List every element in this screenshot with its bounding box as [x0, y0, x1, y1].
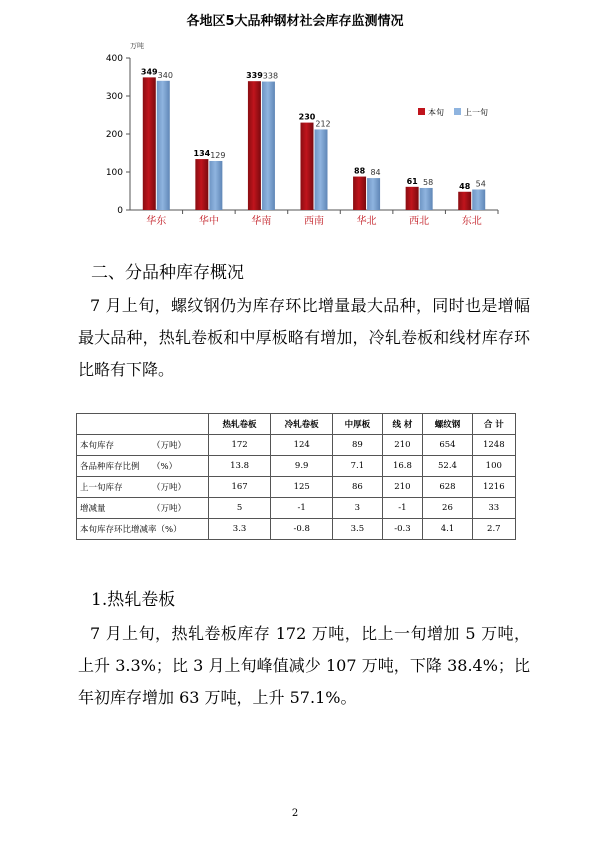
inventory-table [76, 413, 516, 540]
table-row [77, 498, 516, 519]
row-label-unit: （万吨） [152, 441, 187, 451]
table-cell: 16.8 [382, 456, 423, 477]
x-tick-label: 华中 [198, 216, 219, 227]
y-unit-label: 万吨 [130, 42, 144, 50]
bar-previous [472, 189, 485, 210]
data-label-current: 230 [298, 112, 316, 122]
bar-current [195, 159, 208, 210]
data-label-current: 339 [246, 71, 263, 81]
row-label-name: 本旬库存 [80, 441, 115, 451]
table-row [77, 456, 516, 477]
bar-chart [100, 28, 520, 243]
data-label-previous: 129 [210, 150, 226, 160]
data-label-current: 134 [193, 149, 211, 159]
table-cell: 172 [209, 435, 271, 456]
table-cell: 125 [271, 477, 333, 498]
table-cell: -1 [382, 498, 423, 519]
legend-label-current: 本旬 [428, 108, 444, 117]
data-label-previous: 58 [423, 177, 434, 187]
table-cell: -0.8 [271, 519, 333, 540]
table-cell: 628 [423, 477, 472, 498]
bar-current [143, 77, 156, 210]
table-cell: 100 [472, 456, 515, 477]
paragraph-inventory-overview: 7 月上旬，螺纹钢仍为库存环比增量最大品种，同时也是增幅最大品种，热轧卷板和中厚板略有增加，冷轧卷板和线材库存环比略有下降。 [78, 296, 530, 379]
data-label-previous: 340 [157, 70, 173, 80]
table-cell: -0.3 [382, 519, 423, 540]
chart-title: 各地区5大品种钢材社会库存监测情况 [186, 14, 404, 29]
table-header-cell: 螺纹钢 [423, 414, 472, 435]
table-cell: 210 [382, 477, 423, 498]
bar-current [301, 123, 314, 210]
bar-previous [157, 81, 170, 210]
y-tick-label: 100 [105, 168, 123, 178]
table-cell: 33 [472, 498, 515, 519]
data-label-current: 61 [406, 176, 418, 186]
data-label-current: 48 [459, 181, 471, 191]
bar-previous [315, 129, 328, 210]
x-tick-label: 华南 [251, 216, 272, 227]
paragraph-hot-rolled-coil: 7 月上旬，热轧卷板库存 172 万吨，比上一旬增加 5 万吨，上升 3.3%；比 3 月上旬峰值减少 107 万吨，下降 38.4%；比年初库存增加 63 万吨，上升 57.1%。 [78, 624, 530, 707]
y-tick-label: 0 [117, 206, 123, 216]
data-label-previous: 54 [475, 179, 486, 189]
table-cell: 3.3 [209, 519, 271, 540]
data-label-current: 88 [354, 166, 366, 176]
y-tick-label: 300 [105, 92, 123, 102]
x-tick-label: 西北 [409, 216, 430, 227]
bar-previous [262, 82, 275, 210]
row-label [77, 456, 209, 477]
bar-current [248, 81, 261, 210]
table-cell: 5 [209, 498, 271, 519]
table-cell: 3.5 [333, 519, 382, 540]
table-cell: 654 [423, 435, 472, 456]
table-cell: 210 [382, 435, 423, 456]
table-row [77, 435, 516, 456]
y-tick-label: 400 [105, 54, 123, 64]
x-tick-label: 华东 [146, 216, 167, 227]
legend-label-previous: 上一旬 [464, 108, 488, 117]
legend-swatch-current [418, 108, 425, 115]
table-row [77, 477, 516, 498]
row-label-unit: （%） [152, 462, 178, 472]
x-tick-label: 华北 [356, 216, 377, 227]
table-cell: 52.4 [423, 456, 472, 477]
y-tick-label: 200 [105, 130, 123, 140]
sub-heading: 1.热轧卷板 [91, 590, 176, 610]
table-cell: 9.9 [271, 456, 333, 477]
table-cell: -1 [271, 498, 333, 519]
data-label-previous: 84 [370, 168, 381, 178]
table-cell: 7.1 [333, 456, 382, 477]
table-cell: 1216 [472, 477, 515, 498]
table-cell: 13.8 [209, 456, 271, 477]
table-cell: 2.7 [472, 519, 515, 540]
table-header-cell: 中厚板 [333, 414, 382, 435]
legend-swatch-previous [454, 108, 461, 115]
row-label-name: 上一旬库存 [80, 483, 123, 493]
bar-previous [209, 161, 222, 210]
row-label-name: 增减量 [80, 504, 106, 514]
row-label [77, 477, 209, 498]
data-label-previous: 338 [262, 71, 279, 81]
table-header-row [77, 414, 516, 435]
section-heading: 二、分品种库存概况 [91, 263, 244, 283]
row-label-unit: （万吨） [152, 483, 187, 493]
table-cell: 3 [333, 498, 382, 519]
table-cell: 4.1 [423, 519, 472, 540]
row-label-name: 本旬库存环比增减率（%） [80, 525, 182, 535]
table-cell: 167 [209, 477, 271, 498]
data-label-previous: 212 [315, 119, 331, 129]
page-number: 2 [291, 808, 299, 819]
bar-previous [420, 188, 433, 210]
x-tick-label: 西南 [304, 216, 324, 227]
table-header-cell [77, 414, 209, 435]
table-row [77, 519, 516, 540]
table-header-cell: 冷轧卷板 [271, 414, 333, 435]
table-cell: 1248 [472, 435, 515, 456]
row-label-unit: （万吨） [152, 504, 187, 514]
table-header-cell: 热轧卷板 [209, 414, 271, 435]
row-label [77, 519, 209, 540]
row-label [77, 435, 209, 456]
table-cell: 124 [271, 435, 333, 456]
data-label-current: 349 [140, 67, 158, 77]
bar-previous [367, 178, 380, 210]
table-cell: 86 [333, 477, 382, 498]
table-header-cell: 线 材 [382, 414, 423, 435]
bar-current [353, 177, 366, 210]
bar-current [458, 192, 471, 210]
row-label-name: 各品种库存比例 [80, 462, 140, 472]
bar-current [406, 187, 419, 210]
table-header-cell: 合 计 [472, 414, 515, 435]
table-cell: 89 [333, 435, 382, 456]
row-label [77, 498, 209, 519]
x-tick-label: 东北 [461, 216, 482, 227]
table-cell: 26 [423, 498, 472, 519]
